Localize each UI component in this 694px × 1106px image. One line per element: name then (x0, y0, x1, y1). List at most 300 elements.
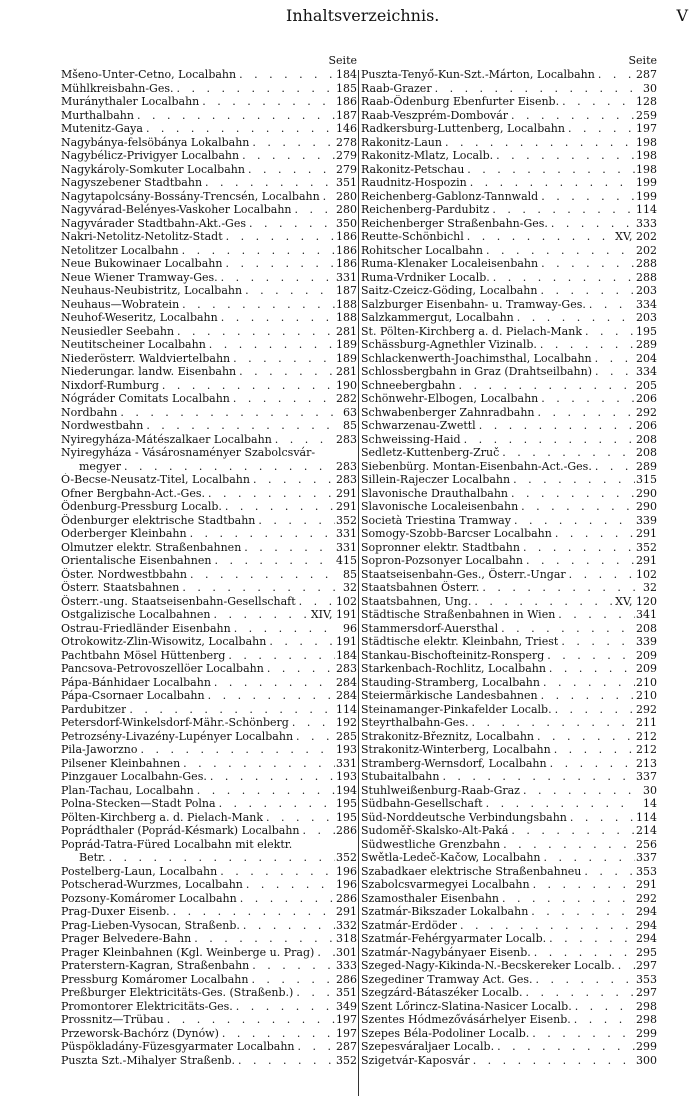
leader-dots (240, 919, 335, 933)
entry-name: Puszta Szt.-Mihalyer Straßenb. (61, 1053, 236, 1067)
leader-dots (218, 271, 335, 285)
entry-name: Muránythaler Localbahn (61, 95, 200, 108)
leader-dots (457, 919, 635, 933)
leader-dots (508, 109, 635, 123)
leader-dots (216, 797, 335, 811)
leader-dots (514, 311, 635, 325)
leader-dots (291, 203, 335, 217)
entry-name: Raab-Ödenburg Ebenfurter Eisenb. (361, 95, 560, 108)
entry-page: 102 (636, 567, 657, 581)
entry-page: 415 (336, 554, 357, 567)
index-entry (61, 190, 357, 204)
index-entry (361, 784, 657, 798)
entry-page: 203 (636, 284, 657, 297)
entry-page: 281 (336, 324, 357, 338)
index-entry (61, 838, 357, 852)
entry-page: 206 (636, 392, 657, 405)
index-entry (61, 635, 357, 649)
leader-dots (534, 730, 635, 744)
entry-page: 209 (636, 662, 657, 675)
entry-page: 210 (636, 675, 657, 689)
index-entry (61, 95, 357, 109)
index-entry (361, 136, 657, 150)
index-entry (61, 784, 357, 798)
entry-page: 184 (336, 68, 357, 81)
entry-page: 286 (336, 891, 357, 905)
index-entry (61, 500, 357, 514)
leader-dots (164, 1013, 335, 1027)
entry-name: Städtische Straßenbahnen in Wien (361, 608, 556, 621)
entry-page: 191 (336, 635, 357, 648)
leader-dots (174, 325, 335, 339)
entry-name: Schlossbergbahn in Graz (Drahtseilbahn) (361, 365, 593, 378)
index-entry (61, 230, 357, 244)
leader-dots (470, 1054, 635, 1068)
leader-dots (489, 203, 635, 217)
leader-dots (592, 352, 635, 366)
entry-page: 96 (343, 621, 357, 635)
index-entry (61, 82, 357, 96)
leader-dots (592, 460, 635, 474)
leader-dots (499, 446, 635, 460)
entry-name: Neutitscheiner Localbahn (61, 338, 206, 351)
index-entry (361, 109, 657, 123)
entry-page: 298 (636, 999, 657, 1013)
index-entry (361, 622, 657, 636)
leader-dots (194, 784, 335, 798)
entry-name: Ruma-Klenaker Localeisenbahn (361, 257, 539, 270)
entry-name: Raudnitz-Hospozin (361, 176, 467, 189)
entry-name: Szentes Hódmezővásárhelyer Eisenb. (361, 1013, 571, 1026)
index-entry (361, 257, 657, 271)
entry-name: Szent Lőrincz-Slatina-Nasicer Localb. (361, 999, 572, 1013)
entry-name: Neuhaus—Wobratein (61, 297, 180, 311)
entry-name: Szabolcsvarmegyei Localbahn (361, 878, 530, 891)
leader-dots (230, 352, 335, 366)
entry-name: Südwestliche Grenzbahn (361, 837, 501, 851)
leader-dots (289, 716, 335, 730)
entry-page: 146 (336, 122, 357, 135)
leader-dots (219, 1027, 335, 1041)
leader-dots (295, 1040, 336, 1054)
entry-page: 280 (336, 203, 357, 216)
entry-name: Stankau-Bischofteinitz-Ronsperg (361, 648, 545, 662)
entry-page: 291 (636, 554, 657, 567)
entry-name: Szatmár-Bikszader Lokalbahn (361, 905, 529, 918)
leader-dots (595, 68, 635, 82)
entry-page: 189 (336, 351, 357, 365)
entry-page: 299 (636, 1040, 657, 1053)
entry-name: Steyrthalbahn-Ges. (361, 716, 469, 729)
entry-page: 352 (336, 851, 357, 864)
entry-page: 193 (336, 770, 357, 783)
index-entry (61, 136, 357, 150)
entry-name: Promontorer Elektricitäts-Ges. (61, 999, 233, 1013)
index-entry (361, 973, 657, 987)
entry-name: Reichenberg-Gablonz-Tannwald (361, 189, 539, 203)
index-entry (361, 730, 657, 744)
entry-name: Poprádthaler (Poprád-Késmark) Localbahn (61, 824, 300, 837)
page-title: Inhaltsverzeichnis. (286, 6, 440, 25)
entry-page: 199 (636, 176, 657, 189)
leader-dots (179, 298, 335, 312)
leader-dots (248, 973, 335, 987)
leader-dots (236, 365, 335, 379)
entry-page: 337 (636, 770, 657, 783)
entry-page: 291 (336, 905, 357, 918)
leader-dots (500, 838, 635, 852)
leader-dots (531, 946, 635, 960)
entry-name: Szigetvár-Kaposvár (361, 1053, 470, 1067)
index-entry (361, 217, 657, 231)
entry-name: Schwarzenau-Zwettl (361, 419, 476, 432)
entry-name: Szatmár-Fehérgyarmater Localb. (361, 932, 547, 945)
entry-name: Slavonische Drauthalbahn (361, 486, 509, 500)
entry-name: Petersdorf-Winkelsdorf-Mähr.-Schönberg (61, 716, 289, 729)
entry-page: 195 (336, 810, 357, 824)
leader-dots (179, 244, 335, 258)
index-entry (61, 1000, 357, 1014)
entry-page: 198 (636, 135, 657, 149)
entry-name: Sopronner elektr. Stadtbahn (361, 540, 520, 554)
leader-dots (159, 379, 335, 393)
entry-name: Stuhlweißenburg-Raab-Graz (361, 783, 520, 797)
leader-dots (533, 973, 635, 987)
leader-dots (490, 271, 635, 285)
leader-dots (222, 500, 335, 514)
entry-page: 341 (636, 608, 657, 621)
leader-dots (546, 662, 635, 676)
leader-dots (559, 95, 635, 109)
entry-page: 30 (643, 81, 657, 95)
entry-page: 192 (336, 716, 357, 729)
entry-page: 334 (636, 297, 657, 311)
entry-page: 184 (336, 648, 357, 662)
entry-name: Steiermärkische Landesbahnen (361, 689, 538, 702)
entry-name: Staatseisenbahn-Ges., Österr.-Ungar (361, 567, 566, 581)
entry-name: Pozsony-Komáromer Localbahn (61, 891, 237, 905)
entry-name: Mühlkreisbahn-Ges. (61, 81, 174, 95)
index-entry (61, 257, 357, 271)
entry-name: Szatmár-Erdöder (361, 918, 458, 932)
entry-page: 187 (336, 108, 357, 122)
leader-dots (210, 608, 310, 622)
entry-name: Österr. Staatsbahnen (61, 581, 180, 594)
leader-dots (471, 595, 615, 609)
entry-page: 291 (636, 527, 657, 540)
index-entry (361, 122, 657, 136)
entry-name: Oderberger Kleinbahn (61, 527, 187, 540)
leader-dots (230, 392, 335, 406)
entry-name: Potscherad-Wurzmes, Localbahn (61, 878, 243, 891)
entry-page: 353 (636, 972, 657, 986)
leader-dots (134, 109, 335, 123)
entry-name: Polna-Stecken—Stadt Polna (61, 797, 216, 810)
entry-name: Nagykároly-Somkuter Localbahn (61, 162, 245, 176)
entry-page: 211 (636, 716, 657, 729)
leader-dots (572, 1000, 635, 1014)
entry-page: 285 (336, 729, 357, 743)
index-entry (61, 757, 357, 771)
index-entry (61, 676, 357, 690)
index-entry (361, 635, 657, 649)
entry-page: 214 (636, 824, 657, 837)
entry-page: 256 (636, 837, 657, 851)
leader-dots (476, 419, 635, 433)
index-entry (61, 649, 357, 663)
leader-dots (538, 190, 635, 204)
entry-name: Süd-Norddeutsche Verbindungsbahn (361, 810, 567, 824)
entry-name: Schönwehr-Elbogen, Localbahn (361, 392, 539, 405)
leader-dots (250, 473, 335, 487)
entry-page: 286 (336, 972, 357, 986)
index-entry-continuation (61, 851, 357, 865)
index-entry (61, 919, 357, 933)
entry-page: 197 (636, 122, 657, 135)
entry-name: Nyiregyháza-Mátészalkaer Localbahn (61, 432, 272, 446)
index-entry (61, 703, 357, 717)
leader-dots (538, 689, 635, 703)
entry-page: 193 (336, 743, 357, 756)
leader-dots (320, 190, 335, 204)
entry-name: Prager Belvedere-Bahn (61, 932, 192, 945)
entry-page: 209 (636, 648, 657, 662)
entry-name: Pardubitzer (61, 702, 127, 716)
entry-name: Sillein-Rajeczer Localbahn (361, 473, 511, 486)
index-entry (361, 95, 657, 109)
entry-page: 279 (336, 162, 357, 176)
entry-page: 339 (636, 635, 657, 648)
leader-dots (206, 338, 335, 352)
entry-name: Schneebergbahn (361, 378, 456, 392)
entry-name: Salzburger Eisenbahn- u. Tramway-Ges. (361, 297, 586, 311)
entry-page: 281 (336, 365, 357, 378)
leader-dots (544, 649, 635, 663)
index-entry (61, 1040, 357, 1054)
entry-page: XIV, 191 (310, 608, 357, 621)
entry-page: 333 (336, 959, 357, 972)
leader-dots (202, 176, 335, 190)
index-entry (61, 581, 357, 595)
leader-dots (199, 95, 335, 109)
index-entry (361, 298, 657, 312)
entry-name: Ödenburger elektrische Stadtbahn (61, 513, 256, 527)
entry-page: 259 (636, 108, 657, 122)
index-entry (361, 878, 657, 892)
leader-dots (137, 743, 335, 757)
leader-dots (236, 68, 335, 82)
entry-page: 294 (636, 918, 657, 932)
entry-page: 352 (336, 513, 357, 527)
leader-dots (571, 1013, 635, 1027)
leader-dots (106, 851, 335, 865)
index-entry (361, 595, 657, 609)
entry-name: Städtische elektr. Kleinbahn, Triest (361, 635, 559, 648)
leader-dots (235, 1054, 335, 1068)
leader-dots (293, 730, 335, 744)
index-entry (361, 392, 657, 406)
index-entry (361, 946, 657, 960)
leader-dots (546, 932, 635, 946)
leader-dots (467, 176, 635, 190)
entry-name-continuation: megyer (79, 459, 121, 473)
entry-name: Nakri-Netolitz-Netolitz-Stadt (61, 230, 223, 243)
index-entry (361, 568, 657, 582)
entry-page: 85 (343, 419, 357, 432)
entry-page: 315 (636, 473, 657, 486)
index-entry (61, 298, 357, 312)
entry-page: 203 (636, 311, 657, 324)
leader-dots (456, 379, 635, 393)
index-entry (61, 433, 357, 447)
leader-dots (548, 217, 635, 231)
page-header (56, 6, 688, 32)
index-entry (361, 406, 657, 420)
index-entry (361, 82, 657, 96)
entry-page: 292 (636, 405, 657, 419)
entry-page: 196 (336, 878, 357, 891)
index-entry (61, 892, 357, 906)
index-entry (61, 689, 357, 703)
entry-page: 190 (336, 378, 357, 392)
leader-dots (523, 554, 635, 568)
index-entry (361, 703, 657, 717)
index-entry (361, 716, 657, 730)
leader-dots (582, 325, 635, 339)
index-entry (361, 365, 657, 379)
index-entry (361, 1013, 657, 1027)
entry-page: 290 (636, 500, 657, 513)
index-entry (61, 797, 357, 811)
index-entry (361, 757, 657, 771)
leader-dots (541, 851, 635, 865)
leader-dots (266, 635, 335, 649)
index-entry (61, 973, 357, 987)
entry-page: 290 (636, 486, 657, 500)
entry-name: Staatsbahnen Österr. (361, 581, 480, 594)
entry-name: Schässburg-Agnethler Vizinalb. (361, 338, 537, 351)
index-entry (61, 541, 357, 555)
leader-dots (498, 622, 635, 636)
leader-dots (249, 959, 335, 973)
entry-page: 353 (636, 864, 657, 878)
entry-name: Ofner Bergbahn-Act.-Ges. (61, 486, 205, 500)
index-entry (361, 68, 657, 82)
leader-dots (217, 865, 335, 879)
index-entry (61, 217, 357, 231)
entry-page: 212 (636, 743, 657, 756)
entry-page: 333 (636, 216, 657, 230)
entry-name: Radkersburg-Luttenberg, Localbahn (361, 122, 565, 135)
entry-name: Strakonitz-Winterberg, Localbahn (361, 743, 551, 756)
leader-dots (296, 595, 335, 609)
entry-name: Murthalbahn (61, 108, 134, 122)
entry-name: Pinzgauer Localbahn-Ges. (61, 770, 207, 783)
entry-name: Sedletz-Kuttenberg-Zruč (361, 446, 500, 459)
entry-page: 32 (343, 581, 357, 594)
entry-name: Pachtbahn Mösel Hüttenberg (61, 648, 226, 662)
leader-dots (535, 406, 635, 420)
index-entry (361, 919, 657, 933)
entry-name: Nagybélicz-Privigyer Localbahn (61, 149, 240, 162)
entry-page: 114 (636, 810, 657, 824)
entry-name: Pápa-Bánhidaer Localbahn (61, 675, 211, 689)
index-entry (361, 149, 657, 163)
entry-page: 294 (636, 932, 657, 945)
leader-dots (180, 757, 335, 771)
entry-page: 114 (336, 702, 357, 716)
leader-dots (314, 946, 335, 960)
right-column (361, 54, 657, 1067)
entry-name: Plan-Tachau, Localbahn (61, 783, 194, 797)
entry-page: 206 (636, 419, 657, 432)
index-entry (61, 244, 357, 258)
leader-dots (581, 865, 635, 879)
index-entry (361, 433, 657, 447)
index-entry (61, 527, 357, 541)
leader-dots (246, 217, 335, 231)
index-entry (361, 770, 657, 784)
entry-page: 196 (336, 864, 357, 878)
index-entry (61, 406, 357, 420)
entry-name: Szabadkaer elektrische Straßenbahneu (361, 864, 582, 878)
index-entry (61, 878, 357, 892)
index-entry (61, 1027, 357, 1041)
entry-name: Strakonitz-Březnitz, Localbahn (361, 729, 534, 743)
leader-dots (508, 487, 635, 501)
left-column (61, 54, 357, 1067)
leader-dots (511, 514, 635, 528)
index-entry (361, 163, 657, 177)
leader-dots (552, 703, 635, 717)
entry-page: 352 (636, 540, 657, 554)
leader-dots (211, 554, 335, 568)
index-entry (361, 608, 657, 622)
entry-list (361, 68, 657, 1067)
entry-page: 188 (336, 311, 357, 324)
entry-name: Somogy-Szobb-Barcser Localbahn (361, 527, 552, 540)
entry-name: Pölten-Kirchberg a. d. Pielach-Mank (61, 810, 264, 824)
index-entry (61, 716, 357, 730)
entry-name: Preßburger Elektricitäts-Ges. (Straßenb.) (61, 986, 294, 999)
index-entry (361, 419, 657, 433)
entry-name: Neusiedler Seebahn (61, 324, 175, 338)
leader-dots (508, 824, 635, 838)
entry-name: Pressburg Komáromer Localbahn (61, 972, 249, 986)
index-entry (61, 1054, 357, 1068)
leader-dots (537, 338, 635, 352)
entry-name: Società Triestina Tramway (361, 513, 511, 527)
leader-dots (592, 365, 635, 379)
leader-dots (179, 581, 335, 595)
index-entry (61, 608, 357, 622)
leader-dots (522, 986, 635, 1000)
leader-dots (245, 163, 335, 177)
leader-dots (442, 136, 635, 150)
leader-dots (499, 892, 635, 906)
entry-name: Pilsener Kleinbahnen (61, 756, 181, 770)
entry-page: 185 (336, 81, 357, 95)
entry-page: 30 (643, 783, 657, 797)
entry-page: 331 (336, 270, 357, 284)
entry-name: Reutte-Schönbichl (361, 230, 464, 243)
leader-dots (566, 568, 635, 582)
leader-dots (615, 959, 635, 973)
entry-name: Ödenburg-Pressburg Localb. (61, 500, 222, 513)
entry-page: 301 (336, 945, 357, 959)
entry-name: Poprád-Tatra-Füred Localbahn mit elektr. (61, 837, 293, 851)
leader-dots (272, 433, 335, 447)
